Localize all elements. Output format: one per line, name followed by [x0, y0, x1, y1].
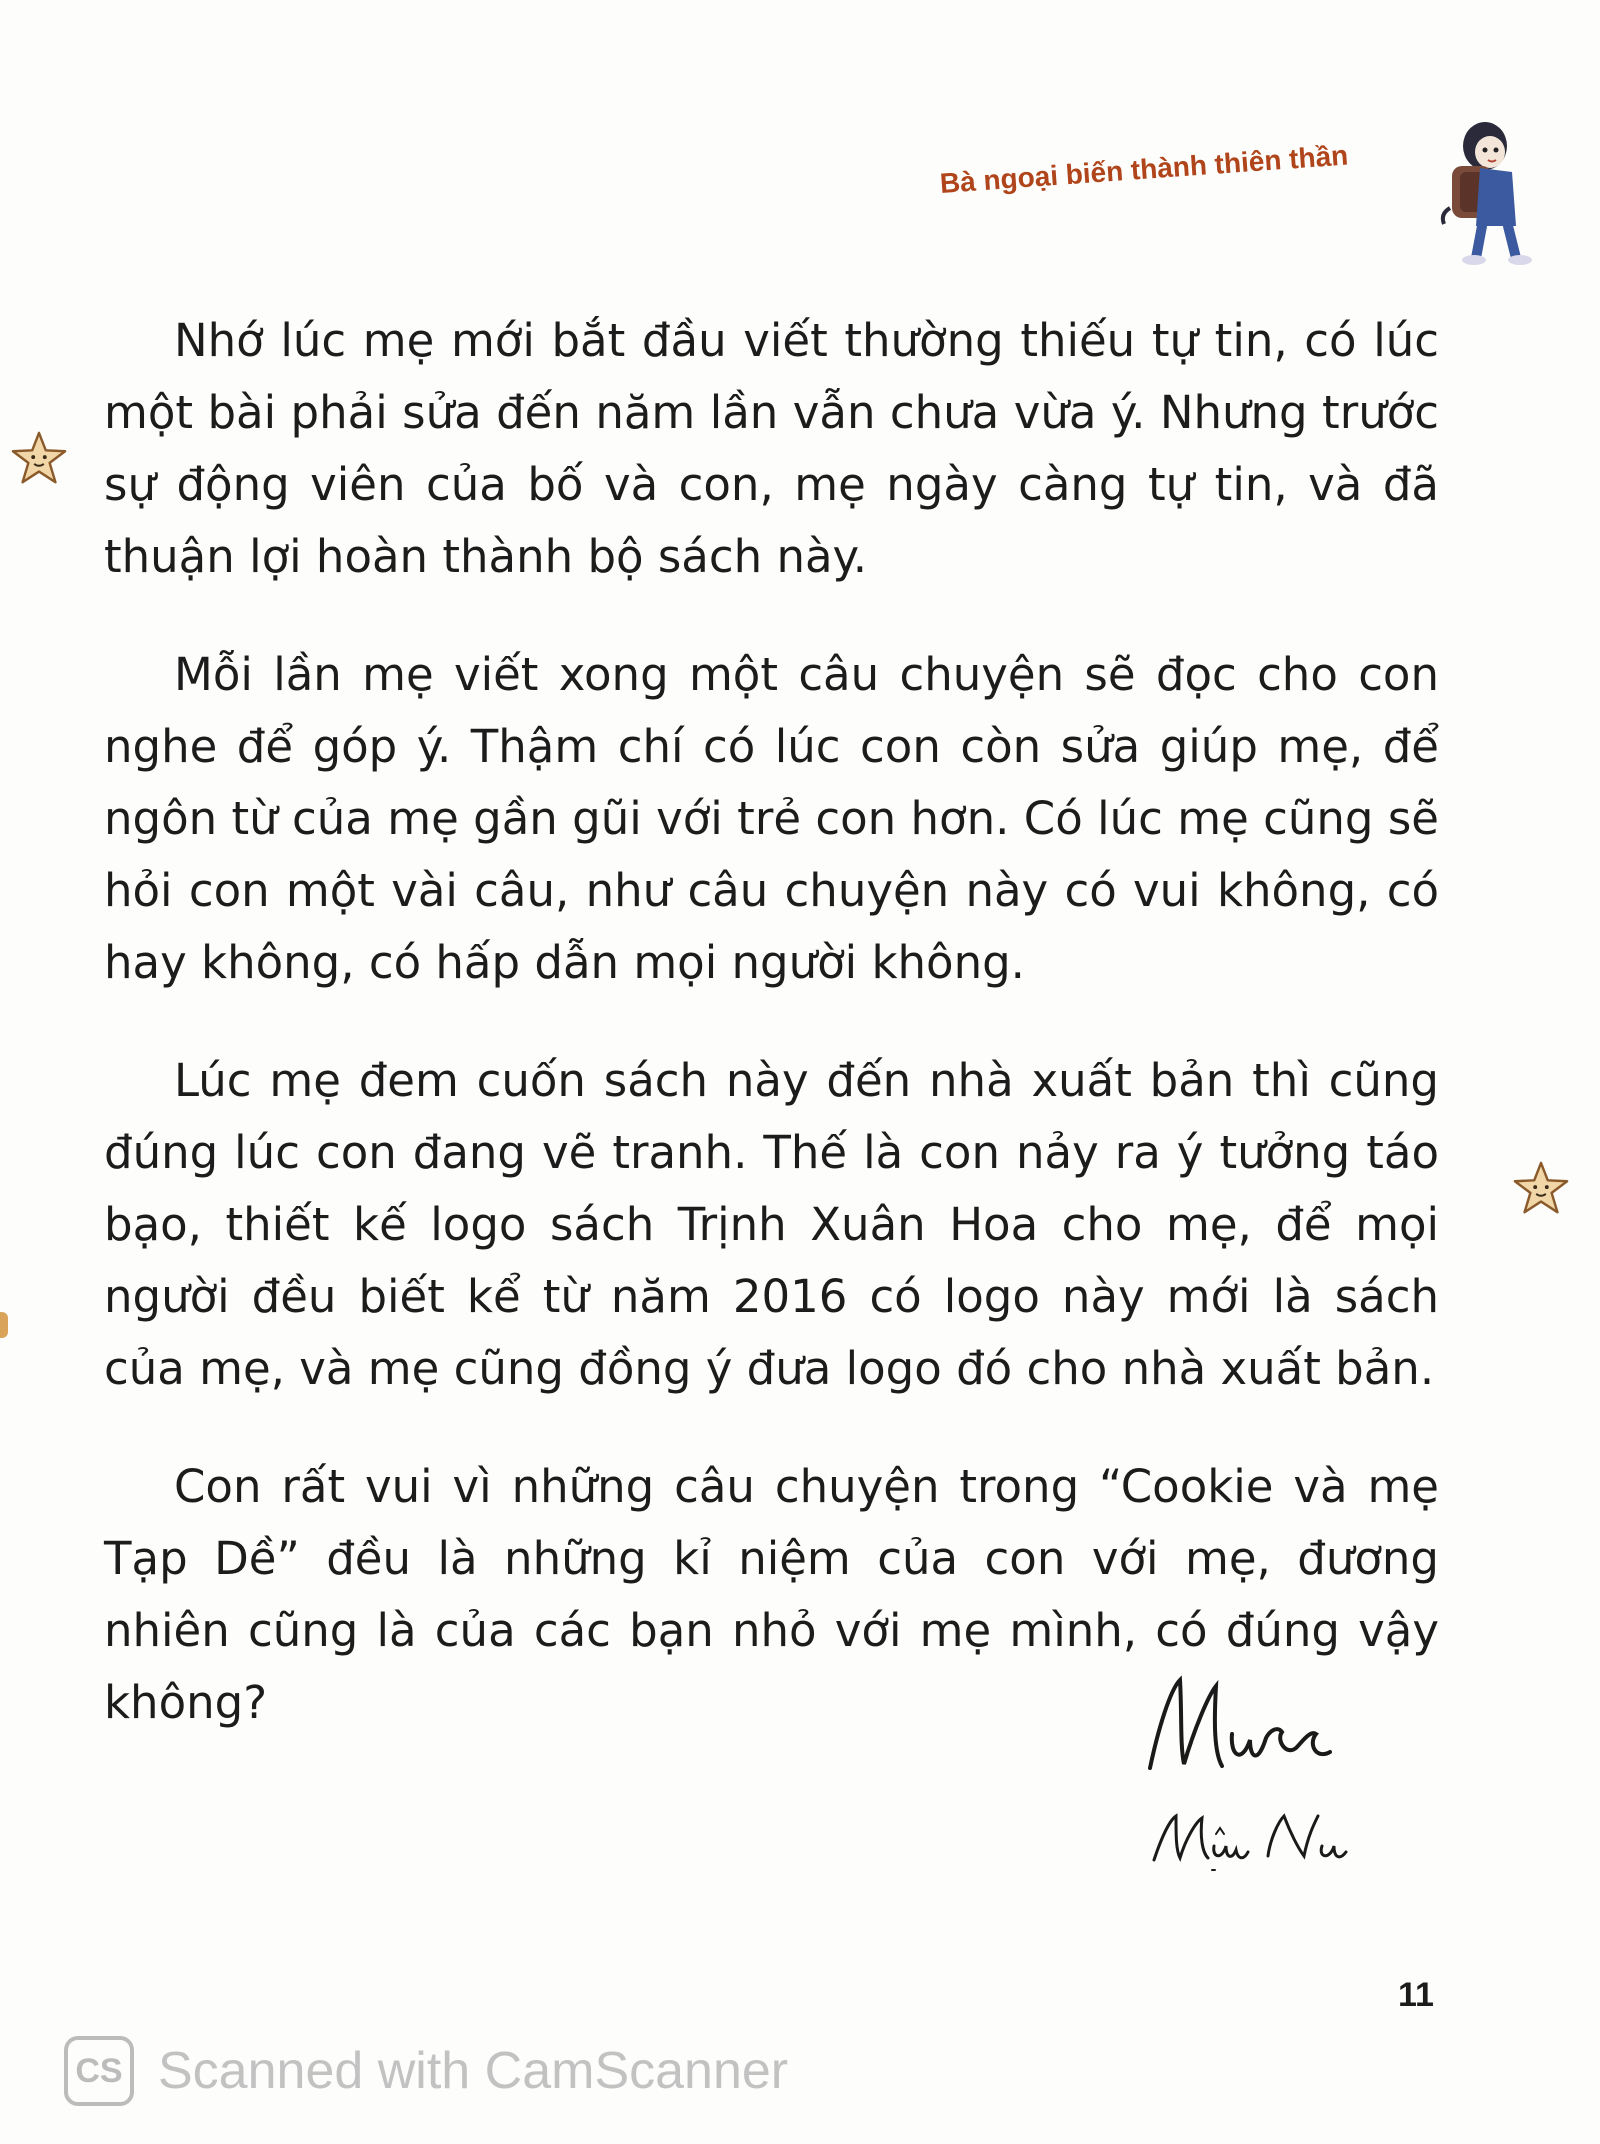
page-edge-decoration — [0, 1312, 8, 1338]
camscanner-watermark — [64, 2036, 788, 2106]
camscanner-logo-icon: CS — [64, 2036, 134, 2106]
watermark-text: Scanned with CamScanner — [158, 2042, 789, 2100]
author-signature — [1140, 1660, 1380, 1890]
page-number: 11 — [1398, 1976, 1434, 2014]
smiling-star-icon — [1512, 1160, 1570, 1218]
paragraph: Nhớ lúc mẹ mới bắt đầu viết thường thiếu tự tin, có lúc một bài phải sửa đến năm lần vẫn chưa vừa ý. Nhưng trước sự động viên của bố và con, mẹ ngày càng tự tin, và đã thuận lợi hoàn thành bộ sách này. — [104, 314, 1439, 583]
running-header-title: Bà ngoại biến thành thiên thần — [938, 139, 1350, 199]
paragraph: Mỗi lần mẹ viết xong một câu chuyện sẽ đọc cho con nghe để góp ý. Thậm chí có lúc con còn sửa giúp mẹ, để ngôn từ của mẹ gần gũi với trẻ con hơn. Có lúc mẹ cũng sẽ hỏi con một vài câu, như câu chuyện này có vui không, có hay không, có hấp dẫn mọi người không. — [104, 648, 1439, 989]
smiling-star-icon — [10, 430, 68, 488]
girl-with-backpack-illustration — [1430, 108, 1545, 268]
paragraph: Con rất vui vì những câu chuyện trong “Cookie và mẹ Tạp Dề” đều là những kỉ niệm của con với mẹ, đương nhiên cũng là của các bạn nhỏ với mẹ mình, có đúng vậy không? — [104, 1460, 1439, 1729]
paragraph: Lúc mẹ đem cuốn sách này đến nhà xuất bản thì cũng đúng lúc con đang vẽ tranh. Thế là con nảy ra ý tưởng táo bạo, thiết kế logo sách Trịnh Xuân Hoa cho mẹ, để mọi người đều biết kể từ năm 2016 có logo này mới là sách của mẹ, và mẹ cũng đồng ý đưa logo đó cho nhà xuất bản. — [104, 1054, 1439, 1395]
body-text — [104, 305, 1439, 1785]
